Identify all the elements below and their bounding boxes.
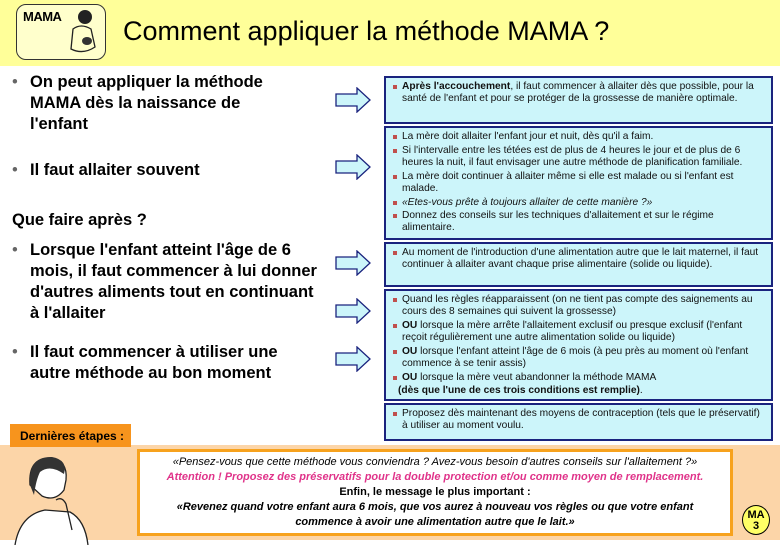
info-box-contraception: Proposez dès maintenant des moyens de contraception (tels que le préservatif) à utiliser au moment voulu. — [384, 403, 773, 441]
info-box-after-birth: Après l'accouchement, il faut commencer à allaiter dès que possible, pour la santé de l'enfant et pour se protéger de la grossesse de manière optimale. — [384, 76, 773, 124]
mama-logo — [16, 4, 106, 60]
thinking-woman-icon — [10, 450, 100, 545]
arrow-right-icon — [335, 250, 371, 276]
important-heading: Enfin, le message le plus important : — [339, 486, 531, 498]
last-steps-label: Dernières étapes : — [10, 424, 131, 447]
subheading: Que faire après ? — [12, 211, 147, 229]
arrow-right-icon — [335, 346, 371, 372]
breastfeeding-mother-icon — [61, 7, 101, 57]
info-box-feeding: La mère doit allaiter l'enfant jour et nuit, dès qu'il a faim. Si l'intervalle entre les tétées est de plus de 4 heures le jour et de plus de 6 heures la nuit, il faut envisager une autre méthode de planification familiale. La mère doit continuer à allaiter même si elle est malade ou si l'enfant est malade. «Etes-vous prête à toujours allaiter de cette manière ?» Donnez des conseils sur les techniques d'allaitement et sur le régime alimentaire. — [384, 126, 773, 240]
final-message-box — [137, 449, 733, 536]
page-badge: MA 3 — [742, 505, 770, 535]
left-item: • Il faut commencer à utiliser une autre méthode au bon moment — [12, 343, 278, 382]
page-title: Comment appliquer la méthode MAMA ? — [123, 16, 610, 46]
header — [0, 0, 780, 66]
question-text: «Pensez-vous que cette méthode vous conviendra ? Avez-vous besoin d'autres conseils sur l'allaitement ?» — [172, 456, 698, 468]
attention-text: Attention ! Proposez des préservatifs pour la double protection et/ou comme moyen de remplacement. — [166, 471, 704, 483]
arrow-right-icon — [335, 87, 371, 113]
logo-text: MAMA — [23, 9, 62, 24]
final-message: «Revenez quand votre enfant aura 6 mois, que vos aurez à nouveau vos règles ou que votre enfant commence à avoir une alimentation autre que le lait.» — [176, 501, 694, 528]
info-box-conditions: Quand les règles réapparaissent (on ne tient pas compte des saignements au cours des 8 semaines qui suivent la grossesse) OU lorsque la mère arrête l'allaitement exclusif ou presque exclusif (l'enfant reçoit régulièrement une autre alimentation solide ou liquide) OU lorsque l'enfant atteint l'âge de 6 mois (à peu près au moment où l'enfant commence à se tenir assis) OU lorsque la mère veut abandonner la méthode MAMA (dès que l'une de ces trois conditions est remplie). — [384, 289, 773, 401]
left-item: • On peut appliquer la méthode MAMA dès la naissance de l'enfant — [12, 73, 263, 133]
left-item: • Lorsque l'enfant atteint l'âge de 6 mois, il faut commencer à lui donner d'autres aliments tout en continuant à l'allaiter — [12, 241, 317, 322]
info-box-food: Au moment de l'introduction d'une alimentation autre que le lait maternel, il faut continuer à allaiter avant chaque prise alimentaire (solide ou liquide). — [384, 242, 773, 287]
left-item: • Il faut allaiter souvent — [12, 161, 200, 179]
arrow-right-icon — [335, 154, 371, 180]
arrow-right-icon — [335, 298, 371, 324]
